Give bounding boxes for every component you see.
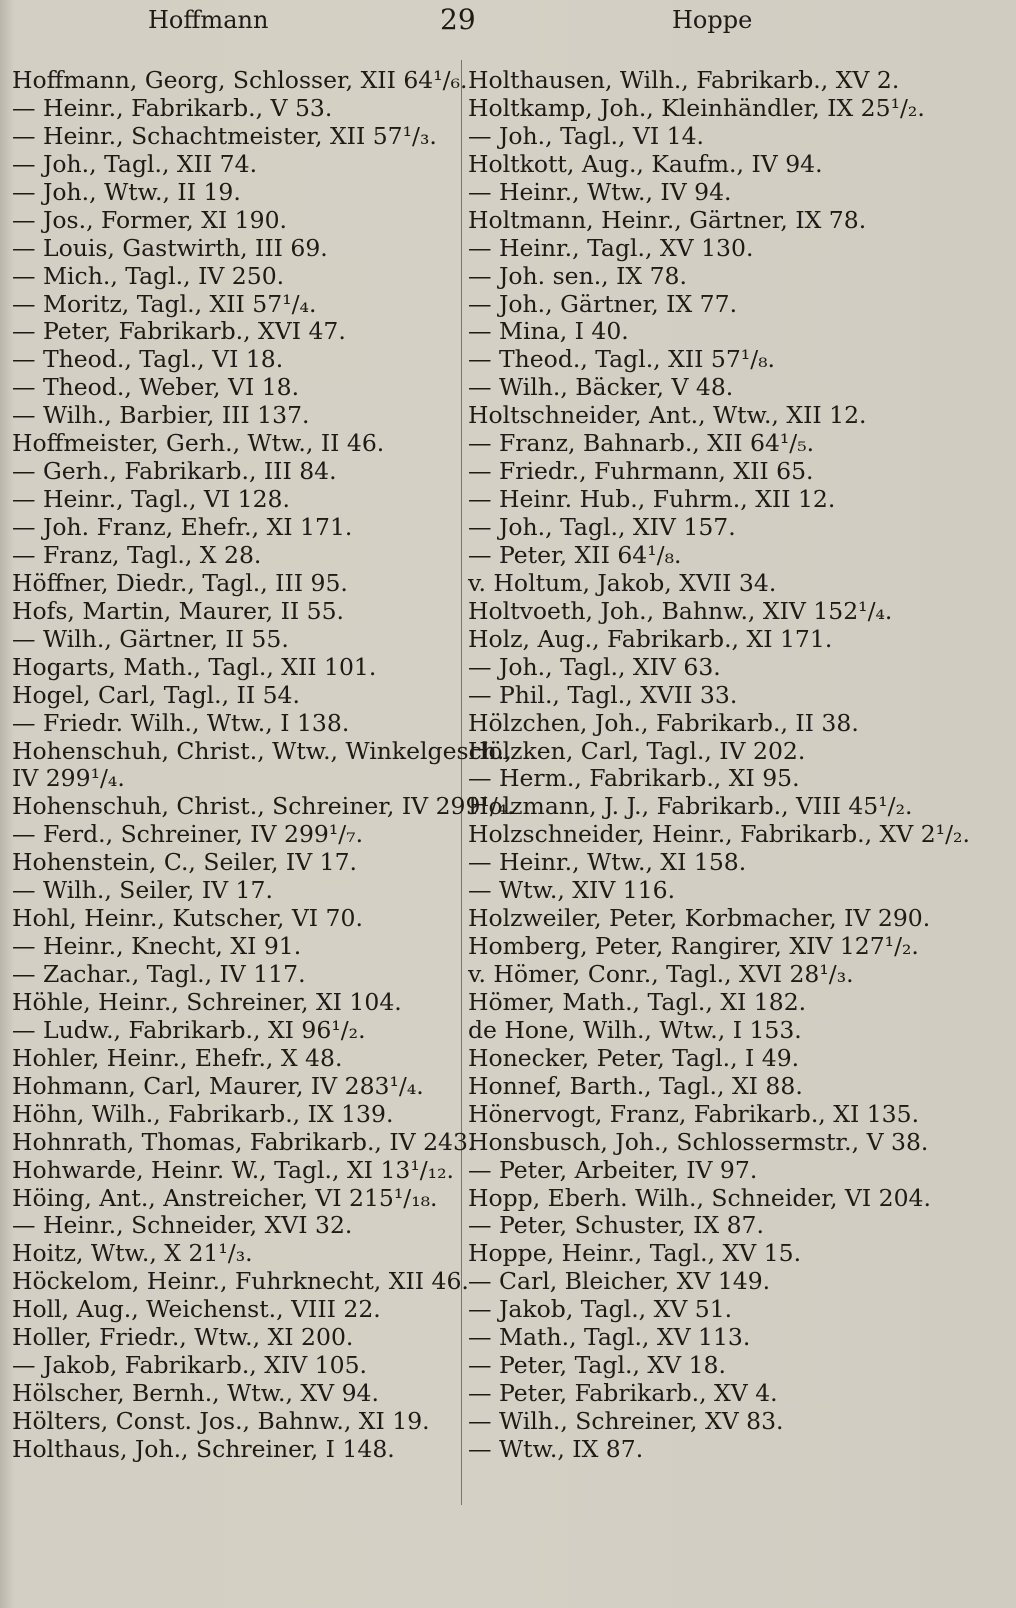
directory-entry: Honecker, Peter, Tagl., I 49. <box>468 1043 800 1072</box>
directory-entry: — Ferd., Schreiner, IV 299¹/₇. <box>12 820 364 849</box>
directory-entry: Hohler, Heinr., Ehefr., X 48. <box>12 1043 343 1072</box>
right-column <box>468 67 1008 1464</box>
directory-entry: Holzmann, J. J., Fabrikarb., VIII 45¹/₂. <box>468 792 913 821</box>
directory-entry: — Gerh., Fabrikarb., III 84. <box>12 457 337 486</box>
directory-entry: — Joh. Franz, Ehefr., XI 171. <box>12 513 353 541</box>
directory-entry: Holler, Friedr., Wtw., XI 200. <box>12 1323 354 1352</box>
directory-entry: Hohenschuh, Christ., Wtw., Winkelgesch., <box>12 736 512 765</box>
directory-entry: — Moritz, Tagl., XII 57¹/₄. <box>12 289 317 318</box>
directory-entry: — Carl, Bleicher, XV 149. <box>468 1267 771 1296</box>
directory-entry: Hohnrath, Thomas, Fabrikarb., IV 243. <box>12 1127 476 1156</box>
directory-entry: Hoppe, Heinr., Tagl., XV 15. <box>468 1239 802 1268</box>
directory-entry: — Wtw., IX 87. <box>468 1434 644 1463</box>
directory-entry: v. Hömer, Conr., Tagl., XVI 28¹/₃. <box>468 960 854 988</box>
directory-entry: — Joh., Tagl., XIV 63. <box>468 652 721 681</box>
directory-entry: — Louis, Gastwirth, III 69. <box>12 233 328 262</box>
directory-entry: Hohl, Heinr., Kutscher, VI 70. <box>12 904 363 933</box>
directory-entry: — Ludw., Fabrikarb., XI 96¹/₂. <box>12 1015 366 1044</box>
directory-entry: — Heinr., Tagl., VI 128. <box>12 485 290 514</box>
directory-entry: — Heinr., Knecht, XI 91. <box>12 932 302 961</box>
directory-entry: Höffner, Diedr., Tagl., III 95. <box>12 568 348 597</box>
page-header <box>0 0 1016 48</box>
directory-entry: — Joh., Tagl., XII 74. <box>12 149 258 178</box>
directory-entry: — Peter, Schuster, IX 87. <box>468 1211 764 1240</box>
directory-entry: Hogel, Carl, Tagl., II 54. <box>12 680 300 709</box>
directory-entry: Holtschneider, Ant., Wtw., XII 12. <box>468 401 867 430</box>
directory-entry: — Franz, Bahnarb., XII 64¹/₅. <box>468 429 815 458</box>
directory-entry: — Heinr., Tagl., XV 130. <box>468 233 754 262</box>
directory-entry: — Joh., Tagl., XIV 157. <box>468 513 736 541</box>
directory-entry: — Heinr., Fabrikarb., V 53. <box>12 93 333 122</box>
directory-entry: Hopp, Eberh. Wilh., Schneider, VI 204. <box>468 1183 931 1212</box>
directory-entry: — Theod., Tagl., VI 18. <box>12 345 284 374</box>
directory-entry: Hölzken, Carl, Tagl., IV 202. <box>468 736 806 765</box>
directory-entry: Hogarts, Math., Tagl., XII 101. <box>12 652 377 681</box>
directory-entry: — Heinr., Schneider, XVI 32. <box>12 1211 353 1240</box>
directory-entry: Hofs, Martin, Maurer, II 55. <box>12 596 345 625</box>
directory-entry: — Peter, Fabrikarb., XVI 47. <box>12 317 346 346</box>
directory-entry: — Jos., Former, XI 190. <box>12 205 288 234</box>
directory-entry: — Joh., Wtw., II 19. <box>12 177 241 206</box>
directory-entry: v. Holtum, Jakob, XVII 34. <box>468 568 777 597</box>
directory-entry: — Jakob, Tagl., XV 51. <box>468 1295 733 1324</box>
directory-entry: Hohenschuh, Christ., Schreiner, IV 299¹/₄. <box>12 792 515 821</box>
directory-entry: — Joh. sen., IX 78. <box>468 261 687 290</box>
directory-entry: Holtvoeth, Joh., Bahnw., XIV 152¹/₄. <box>468 596 893 625</box>
left-column <box>12 66 515 1464</box>
directory-entry: — Peter, Fabrikarb., XV 4. <box>468 1379 778 1408</box>
directory-entry: Holtmann, Heinr., Gärtner, IX 78. <box>468 205 867 234</box>
directory-entry: Hoffmann, Georg, Schlosser, XII 64¹/₆. <box>12 66 468 94</box>
directory-entry: Hohenstein, C., Seiler, IV 17. <box>12 848 358 877</box>
page-number: 29 <box>440 3 476 36</box>
directory-entry: — Wilh., Seiler, IV 17. <box>12 876 273 905</box>
directory-entry: — Heinr., Wtw., XI 158. <box>468 848 747 877</box>
directory-entry: Höing, Ant., Anstreicher, VI 215¹/₁₈. <box>12 1183 438 1212</box>
directory-entry: — Mina, I 40. <box>468 317 629 346</box>
directory-entry: — Peter, XII 64¹/₈. <box>468 540 682 569</box>
directory-entry: — Heinr. Hub., Fuhrm., XII 12. <box>468 485 836 514</box>
directory-entry: Holthausen, Wilh., Fabrikarb., XV 2. <box>468 66 900 94</box>
directory-entry: — Jakob, Fabrikarb., XIV 105. <box>12 1351 368 1380</box>
directory-entry: Hönervogt, Franz, Fabrikarb., XI 135. <box>468 1099 920 1128</box>
directory-entry: — Peter, Arbeiter, IV 97. <box>468 1155 758 1184</box>
directory-entry: IV 299¹/₄. <box>12 764 125 793</box>
directory-entry: — Wilh., Bäcker, V 48. <box>468 373 734 402</box>
directory-entry: Hölzchen, Joh., Fabrikarb., II 38. <box>468 708 859 737</box>
directory-entry: — Wilh., Barbier, III 137. <box>12 401 310 430</box>
directory-entry: — Friedr. Wilh., Wtw., I 138. <box>12 708 350 737</box>
directory-entry: Holzschneider, Heinr., Fabrikarb., XV 2¹/₂. <box>468 820 970 849</box>
directory-entry: — Mich., Tagl., IV 250. <box>12 261 285 290</box>
directory-entry: Hölters, Const. Jos., Bahnw., XI 19. <box>12 1407 430 1435</box>
directory-entry: — Heinr., Wtw., IV 94. <box>468 177 732 206</box>
directory-entry: Hölscher, Bernh., Wtw., XV 94. <box>12 1379 379 1408</box>
directory-entry: Hohmann, Carl, Maurer, IV 283¹/₄. <box>12 1071 424 1100</box>
directory-entry: Hömer, Math., Tagl., XI 182. <box>468 987 807 1016</box>
directory-entry: Höhn, Wilh., Fabrikarb., IX 139. <box>12 1099 394 1128</box>
directory-entry: Höckelom, Heinr., Fuhrknecht, XII 46. <box>12 1267 469 1296</box>
directory-entry: — Zachar., Tagl., IV 117. <box>12 960 306 988</box>
directory-entry: Holtkamp, Joh., Kleinhändler, IX 25¹/₂. <box>468 93 925 122</box>
directory-entry: — Joh., Gärtner, IX 77. <box>468 289 738 318</box>
directory-entry: de Hone, Wilh., Wtw., I 153. <box>468 1015 802 1044</box>
directory-entry: Holz, Aug., Fabrikarb., XI 171. <box>468 624 833 653</box>
header-right-keyword: Hoppe <box>672 6 753 34</box>
header-left-keyword: Hoffmann <box>148 6 269 34</box>
directory-entry: — Joh., Tagl., VI 14. <box>468 121 705 150</box>
directory-entry: Honsbusch, Joh., Schlossermstr., V 38. <box>468 1127 929 1156</box>
directory-entry: — Heinr., Schachtmeister, XII 57¹/₃. <box>12 121 437 150</box>
directory-entry: Holtkott, Aug., Kaufm., IV 94. <box>468 149 823 178</box>
directory-entry: Holzweiler, Peter, Korbmacher, IV 290. <box>468 904 931 933</box>
directory-entry: — Phil., Tagl., XVII 33. <box>468 680 738 709</box>
directory-entry: Honnef, Barth., Tagl., XI 88. <box>468 1071 803 1100</box>
directory-entry: — Math., Tagl., XV 113. <box>468 1323 751 1352</box>
directory-entry: — Theod., Tagl., XII 57¹/₈. <box>468 345 776 374</box>
directory-entry: — Friedr., Fuhrmann, XII 65. <box>468 457 814 486</box>
directory-entry: Homberg, Peter, Rangirer, XIV 127¹/₂. <box>468 932 919 961</box>
directory-entry: Hoffmeister, Gerh., Wtw., II 46. <box>12 429 385 458</box>
directory-entry: Holl, Aug., Weichenst., VIII 22. <box>12 1295 381 1324</box>
directory-entry: — Theod., Weber, VI 18. <box>12 373 300 402</box>
directory-entry: Hohwarde, Heinr. W., Tagl., XI 13¹/₁₂. <box>12 1155 454 1184</box>
directory-entry: — Wtw., XIV 116. <box>468 876 676 905</box>
directory-entry: — Wilh., Schreiner, XV 83. <box>468 1407 784 1435</box>
directory-entry: — Franz, Tagl., X 28. <box>12 540 262 569</box>
directory-entry: Höhle, Heinr., Schreiner, XI 104. <box>12 987 402 1016</box>
directory-entry: — Peter, Tagl., XV 18. <box>468 1351 726 1380</box>
directory-entry: Holthaus, Joh., Schreiner, I 148. <box>12 1434 395 1463</box>
directory-entry: — Wilh., Gärtner, II 55. <box>12 624 289 653</box>
directory-entry: — Herm., Fabrikarb., XI 95. <box>468 764 800 793</box>
directory-entry: Hoitz, Wtw., X 21¹/₃. <box>12 1239 253 1268</box>
